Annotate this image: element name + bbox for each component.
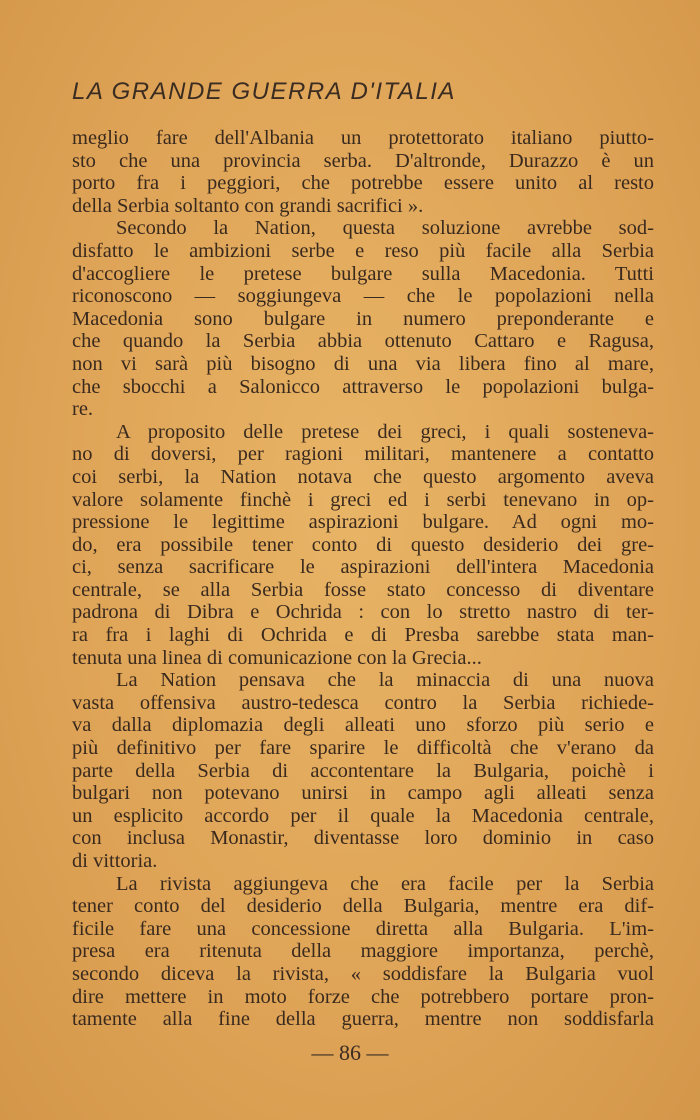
- text-line: vasta offensiva austro-tedesca contro la Serbia richiede-: [72, 691, 654, 714]
- text-line: secondo diceva la rivista, « soddisfare la Bulgaria vuol: [72, 962, 654, 985]
- text-line: che sbocchi a Salonicco attraverso le popolazioni bulga-: [72, 375, 654, 398]
- text-line: coi serbi, la Nation notava che questo argomento aveva: [72, 465, 654, 488]
- text-line: bulgari non potevano unirsi in campo agli alleati senza: [72, 782, 654, 805]
- text-line: La Nation pensava che la minaccia di una nuova: [116, 669, 654, 692]
- text-line: d'accogliere le pretese bulgare sulla Macedonia. Tutti: [72, 262, 654, 285]
- text-line: che quando la Serbia abbia ottenuto Cattaro e Ragusa,: [72, 330, 654, 353]
- text-line: con inclusa Monastir, diventasse loro dominio in caso: [72, 827, 654, 850]
- text-line: un esplicito accordo per il quale la Macedonia centrale,: [72, 804, 654, 827]
- text-line: ra fra i laghi di Ochrida e di Presba sarebbe stata man-: [72, 624, 654, 647]
- body-text: [72, 127, 654, 1031]
- text-line: presa era ritenuta della maggiore importanza, perchè,: [72, 940, 654, 963]
- text-line: do, era possibile tener conto di questo desiderio dei gre-: [72, 533, 654, 556]
- page-number: — 86 —: [311, 1040, 389, 1065]
- text-line: A proposito delle pretese dei greci, i quali sosteneva-: [116, 420, 654, 443]
- text-line: valore solamente finchè i greci ed i serbi tenevano in op-: [72, 488, 654, 511]
- text-line: non vi sarà più bisogno di una via libera fino al mare,: [72, 352, 654, 375]
- text-line: ficile fare una concessione diretta alla Bulgaria. L'im-: [72, 917, 654, 940]
- text-line: padrona di Dibra e Ochrida : con lo stretto nastro di ter-: [72, 601, 654, 624]
- text-line: La rivista aggiungeva che era facile per la Serbia: [116, 872, 654, 895]
- text-line: della Serbia soltanto con grandi sacrifici ».: [72, 194, 424, 217]
- text-line: re.: [72, 398, 94, 421]
- text-line: parte della Serbia di accontentare la Bulgaria, poichè i: [72, 759, 654, 782]
- text-line: tenuta una linea di comunicazione con la Grecia...: [72, 646, 482, 669]
- text-line: centrale, se alla Serbia fosse stato concesso di diventare: [72, 578, 654, 601]
- running-title: LA GRANDE GUERRA D'ITALIA: [72, 78, 456, 105]
- text-line: porto fra i peggiori, che potrebbe essere unito al resto: [72, 172, 654, 195]
- text-line: Macedonia sono bulgare in numero preponderante e: [72, 307, 654, 330]
- text-line: meglio fare dell'Albania un protettorato italiano piutto-: [72, 127, 654, 149]
- text-line: Secondo la Nation, questa soluzione avrebbe sod-: [116, 217, 654, 240]
- text-line: tener conto del desiderio della Bulgaria, mentre era dif-: [72, 895, 654, 918]
- text-line: di vittoria.: [72, 850, 158, 872]
- text-line: pressione le legittime aspirazioni bulgare. Ad ogni mo-: [72, 511, 654, 534]
- text-line: sto che una provincia serba. D'altronde, Durazzo è un: [72, 149, 654, 172]
- text-line: no di doversi, per ragioni militari, mantenere a contatto: [72, 443, 654, 466]
- text-line: riconoscono — soggiungeva — che le popolazioni nella: [72, 285, 654, 308]
- text-line: più definitivo per fare sparire le difficoltà che v'erano da: [72, 737, 654, 760]
- text-line: disfatto le ambizioni serbe e reso più facile alla Serbia: [72, 239, 654, 262]
- text-line: va dalla diplomazia degli alleati uno sforzo più serio e: [72, 714, 654, 737]
- text-line: dire mettere in moto forze che potrebbero portare pron-: [72, 985, 654, 1008]
- text-line: ci, senza sacrificare le aspirazioni dell'intera Macedonia: [72, 556, 654, 579]
- text-line: tamente alla fine della guerra, mentre non soddisfarla: [72, 1008, 654, 1031]
